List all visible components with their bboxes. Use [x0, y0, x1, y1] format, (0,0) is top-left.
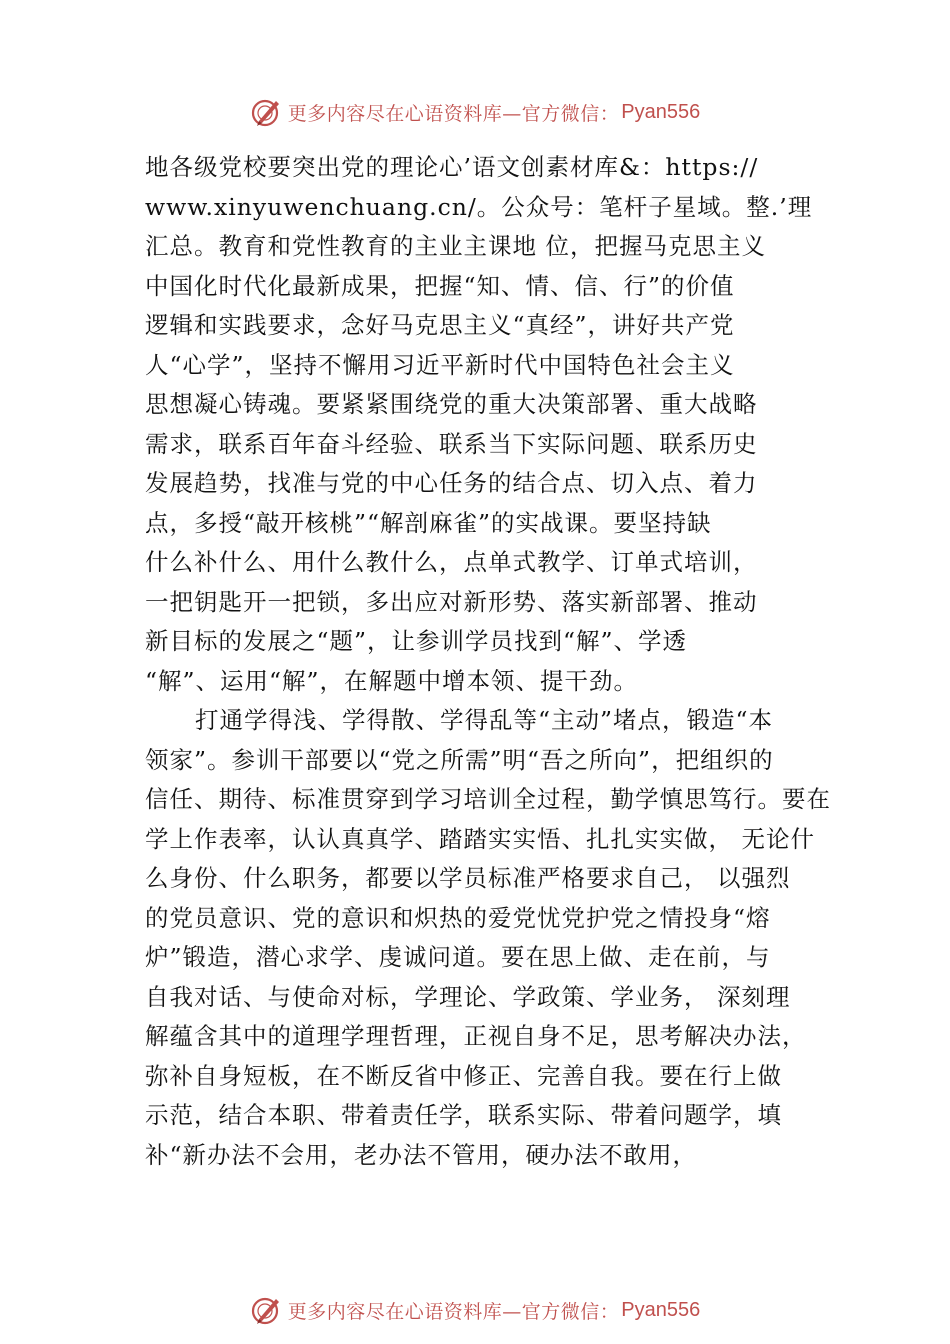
watermark-text: 更多内容尽在心语资料库—官方微信： — [287, 102, 620, 125]
paragraph-start-line: 打通学得浅、学得散、学得乱等“主动”堵点，锻造“本 — [195, 706, 774, 734]
watermark-wechat-id: Pyan556 — [621, 100, 701, 123]
text-line: 需求，联系百年奋斗经验、联系当下实际问题、联系历史 — [145, 429, 758, 458]
text-line: 补“新办法不会用，老办法不管用，硬办法不敢用， — [145, 1140, 698, 1169]
text-line: 逻辑和实践要求，念好马克思主义“真经”，讲好共产党 — [145, 311, 735, 339]
text-line: “解”、运用“解”，在解题中增本领、提干劲。 — [145, 666, 639, 695]
text-line: 点，多授“敲开核桃”“解剖麻雀”的实战课。要坚持缺 — [145, 508, 712, 537]
text-line: 炉”锻造，潜心求学、虔诚问道。要在思上做、走在前，与 — [145, 943, 771, 971]
text-line: 思想凝心铸魂。要紧紧围绕党的重大决策部署、重大战略 — [145, 390, 758, 418]
text-line: 么身份、什么职务，都要以学员标准严格要求自己， 以强烈 — [145, 864, 791, 892]
watermark-text: 更多内容尽在心语资料库—官方微信： — [287, 1300, 620, 1323]
text-line: 自我对话、与使命对标，学理论、学政策、学业务， 深刻理 — [145, 982, 791, 1011]
text-line: 人“心学”，坚持不懈用习近平新时代中国特色社会主义 — [145, 350, 735, 379]
text-line: 解蕴含其中的道理学理哲理，正视自身不足，思考解决办法， — [145, 1022, 807, 1050]
document-body — [145, 148, 831, 1175]
text-line: 领家”。参训干部要以“党之所需”明“吾之所向”，把组织的 — [145, 745, 774, 774]
text-line: 什么补什么、用什么教什么，点单式教学、订单式培训， — [145, 548, 758, 576]
text-line: 发展趋势，找准与党的中心任务的结合点、切入点、着力 — [145, 469, 758, 497]
text-line: 中国化时代化最新成果，把握“知、情、信、行”的价值 — [145, 271, 735, 300]
text-line: 地各级党校要突出党的理论心’语文创素材库&：https:// — [145, 153, 759, 181]
header-watermark — [0, 92, 950, 132]
text-line: 弥补自身短板，在不断反省中修正、完善自我。要在行上做 — [145, 1061, 782, 1090]
text-line: 学上作表率，认认真真学、踏踏实实悟、扎扎实实做， 无论什 — [145, 824, 815, 853]
text-line: 一把钥匙开一把锁，多出应对新形势、落实新部署、推动 — [145, 587, 758, 616]
text-line: 示范，结合本职、带着责任学，联系实际、带着问题学，填 — [145, 1101, 782, 1129]
pen-logo-icon — [250, 95, 284, 129]
text-line: 的党员意识、党的意识和炽热的爱党忧党护党之情投身“熔 — [145, 903, 771, 932]
text-line: www.xinyuwenchuang.cn/。公众号：笔杆子星域。整.’理 — [145, 192, 813, 221]
text-line: 新目标的发展之“题”，让参训学员找到“解”、学透 — [145, 627, 688, 655]
pen-logo-icon — [250, 1293, 284, 1327]
footer-watermark — [0, 1290, 950, 1330]
watermark-wechat-id: Pyan556 — [621, 1298, 701, 1321]
text-line: 汇总。教育和党性教育的主业主课地 位，把握马克思主义 — [145, 232, 766, 260]
text-line: 信任、期待、标准贯穿到学习培训全过程，勤学慎思笃行。要在 — [145, 785, 831, 813]
